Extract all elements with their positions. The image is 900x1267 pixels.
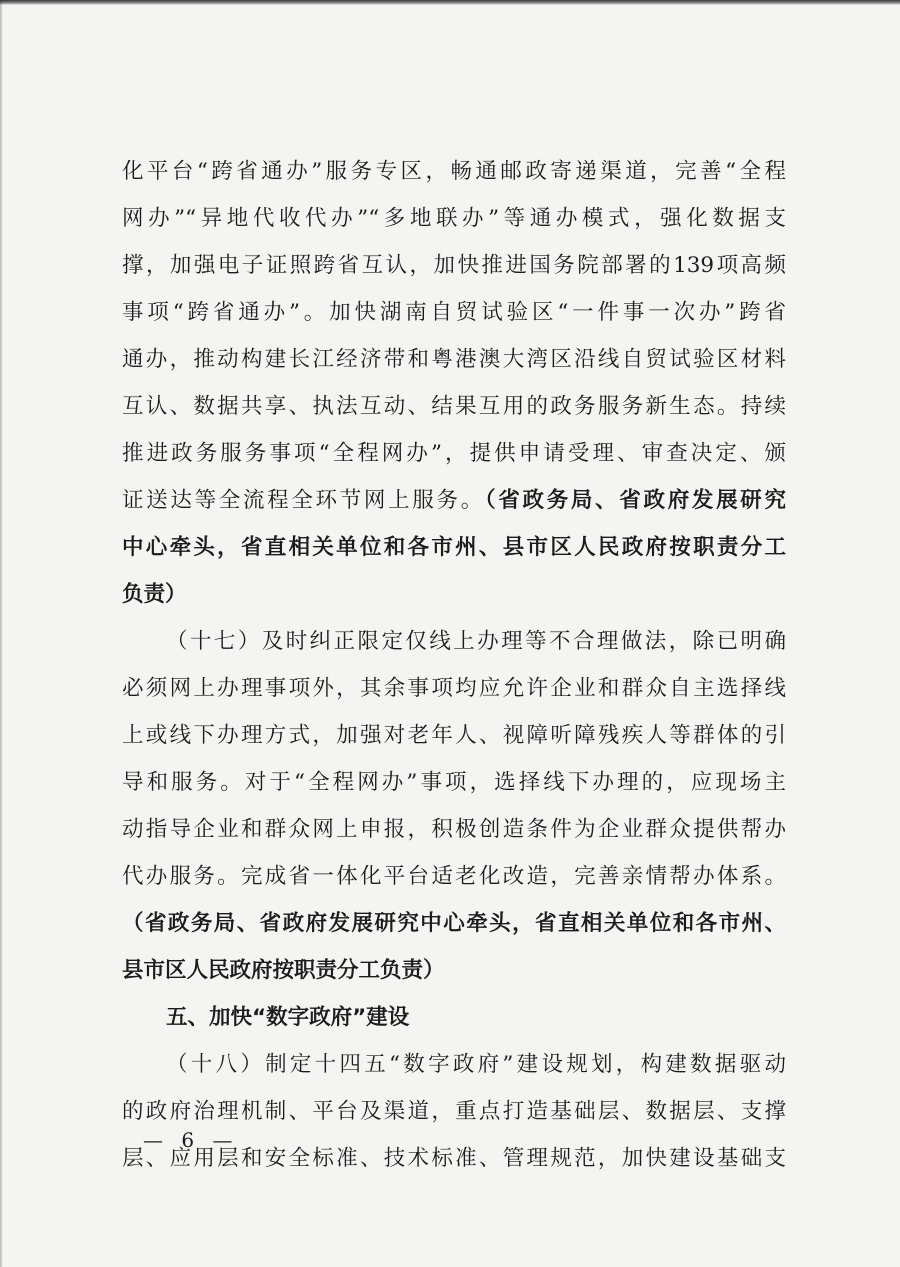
responsibility-note-line: 中心牵头，省直相关单位和各市州、县市区人民政府按职责分工	[122, 535, 786, 560]
body-line: 撑，加强电子证照跨省互认，加快推进国务院部署的139项高频	[122, 253, 786, 278]
paragraph-18-start: （十八）制定十四五“数字政府”建设规划，构建数据驱动	[166, 1052, 786, 1077]
body-line: 导和服务。对于“全程网办”事项，选择线下办理的，应现场主	[122, 770, 786, 795]
body-line-mixed	[122, 477, 786, 524]
paragraph-17-start: （十七）及时纠正限定仅线上办理等不合理做法，除已明确	[166, 629, 786, 654]
page-number: — 6 —	[143, 1128, 239, 1152]
body-line: 推进政务服务事项“全程网办”，提供申请受理、审查决定、颁	[122, 441, 786, 466]
body-line: 层、应用层和安全标准、技术标准、管理规范，加快建设基础支	[122, 1146, 786, 1171]
responsibility-note-line: 县市区人民政府按职责分工负责）	[122, 958, 445, 983]
responsibility-note: （省政务局、省政府发展研究	[484, 488, 786, 513]
section-heading: 五、加快“数字政府”建设	[166, 1005, 410, 1030]
body-line: 动指导企业和群众网上申报，积极创造条件为企业群众提供帮办	[122, 817, 786, 842]
body-line: 的政府治理机制、平台及渠道，重点打造基础层、数据层、支撑	[122, 1099, 786, 1124]
body-line: 上或线下办理方式，加强对老年人、视障听障残疾人等群体的引	[122, 723, 786, 748]
body-text: 证送达等全流程全环节网上服务。	[122, 488, 485, 513]
body-line: 化平台“跨省通办”服务专区，畅通邮政寄递渠道，完善“全程	[122, 159, 786, 184]
body-line: 必须网上办理事项外，其余事项均应允许企业和群众自主选择线	[122, 676, 786, 701]
scan-left-edge	[0, 0, 3, 1267]
body-line: 互认、数据共享、执法互动、结果互用的政务服务新生态。持续	[122, 394, 786, 419]
body-line: 通办，推动构建长江经济带和粤港澳大湾区沿线自贸试验区材料	[122, 347, 786, 372]
responsibility-note-line: 负责）	[122, 582, 187, 607]
scan-top-edge	[0, 0, 900, 5]
body-line: 网办”“异地代收代办”“多地联办”等通办模式，强化数据支	[122, 206, 786, 231]
body-line: 事项“跨省通办”。加快湖南自贸试验区“一件事一次办”跨省	[122, 300, 786, 325]
document-body	[122, 148, 786, 1182]
body-line: 代办服务。完成省一体化平台适老化改造，完善亲情帮办体系。	[122, 864, 786, 889]
responsibility-note-line: （省政务局、省政府发展研究中心牵头，省直相关单位和各市州、	[122, 911, 786, 936]
